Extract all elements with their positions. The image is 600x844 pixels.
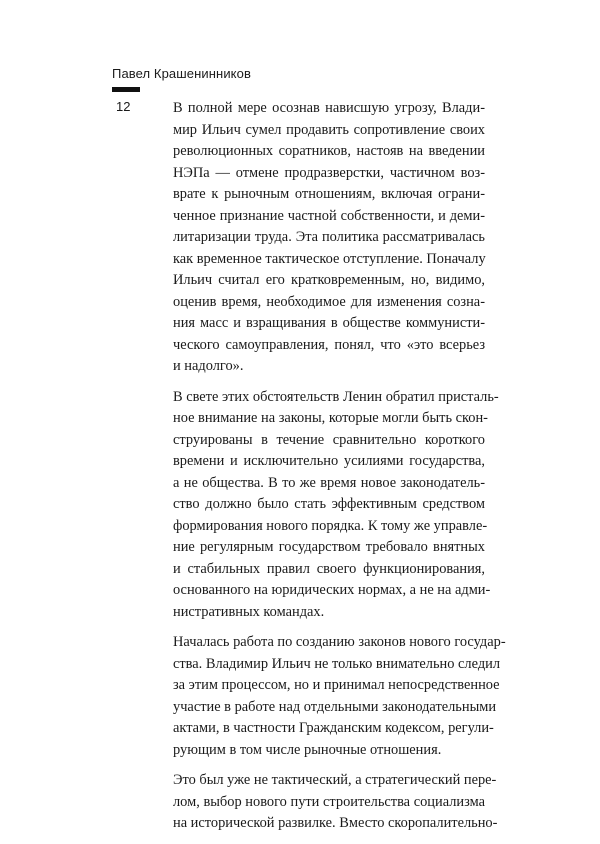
- text-line: Ильич считал его кратковременным, но, видимо,: [173, 272, 485, 288]
- text-line: актами, в частности Гражданским кодексом, регули-: [173, 720, 494, 736]
- paragraph-3: [173, 632, 506, 761]
- text-line: оценив время, необходимое для изменения созна-: [173, 293, 485, 310]
- paragraph-1: [173, 98, 485, 378]
- text-line: за этим процессом, но и принимал непосредственное: [173, 677, 500, 693]
- text-line: ченное признание частной собственности, и деми-: [173, 207, 485, 224]
- text-line: литаризации труда. Эта политика рассматривалась: [173, 229, 485, 245]
- text-line: нистративных командах.: [173, 603, 325, 620]
- text-line: В свете этих обстоятельств Ленин обратил присталь-: [173, 388, 499, 405]
- body-text: [173, 98, 506, 844]
- text-line: и стабильных правил своего функционирования,: [173, 560, 485, 577]
- text-line: рующим в том числе рыночные отношения.: [173, 741, 442, 758]
- text-line: ство должно было стать эффективным средством: [173, 496, 485, 512]
- text-line: струированы в течение сравнительно короткого: [173, 431, 485, 448]
- text-line: В полной мере осознав нависшую угрозу, Влади-: [173, 100, 485, 116]
- text-line: участие в работе над отдельными законодательными: [173, 698, 497, 715]
- text-line: времени и исключительно усилиями государства,: [173, 453, 485, 469]
- text-line: ства. Владимир Ильич не только внимательно следил: [173, 655, 501, 672]
- text-line: и надолго».: [173, 358, 244, 374]
- page-number: 12: [116, 99, 131, 114]
- text-line: ное внимание на законы, которые могли быть скон-: [173, 410, 488, 426]
- text-line: а не общества. В то же время новое законодатель-: [173, 474, 485, 491]
- text-line: Это был уже не тактический, а стратегический пере-: [173, 772, 497, 788]
- text-line: ния масс и взращивания в обществе коммунисти-: [173, 315, 485, 331]
- text-line: как временное тактическое отступление. Поначалу: [173, 250, 486, 267]
- paragraph-2: [173, 387, 499, 624]
- text-line: лом, выбор нового пути строительства социализма: [173, 793, 485, 810]
- text-line: революционных соратников, настояв на введении: [173, 143, 485, 159]
- paragraph-4: [173, 770, 498, 835]
- text-line: мир Ильич сумел продавить сопротивление своих: [173, 121, 485, 138]
- text-line: на исторической развилке. Вместо скоропалительно-: [173, 815, 498, 831]
- header-accent-bar: [112, 87, 140, 92]
- text-line: основанного на юридических нормах, а не на адми-: [173, 582, 491, 598]
- text-line: формирования нового порядка. К тому же управле-: [173, 517, 488, 534]
- text-line: ние регулярным государством требовало внятных: [173, 539, 485, 555]
- running-header-author: Павел Крашенинников: [112, 66, 251, 81]
- text-line: Началась работа по созданию законов нового государ-: [173, 634, 506, 650]
- text-line: НЭПа — отмене продразверстки, частичном воз-: [173, 164, 485, 181]
- text-line: ческого самоуправления, понял, что «это всерьез: [173, 336, 485, 353]
- text-line: врате к рыночным отношениям, включая ограни-: [173, 186, 485, 202]
